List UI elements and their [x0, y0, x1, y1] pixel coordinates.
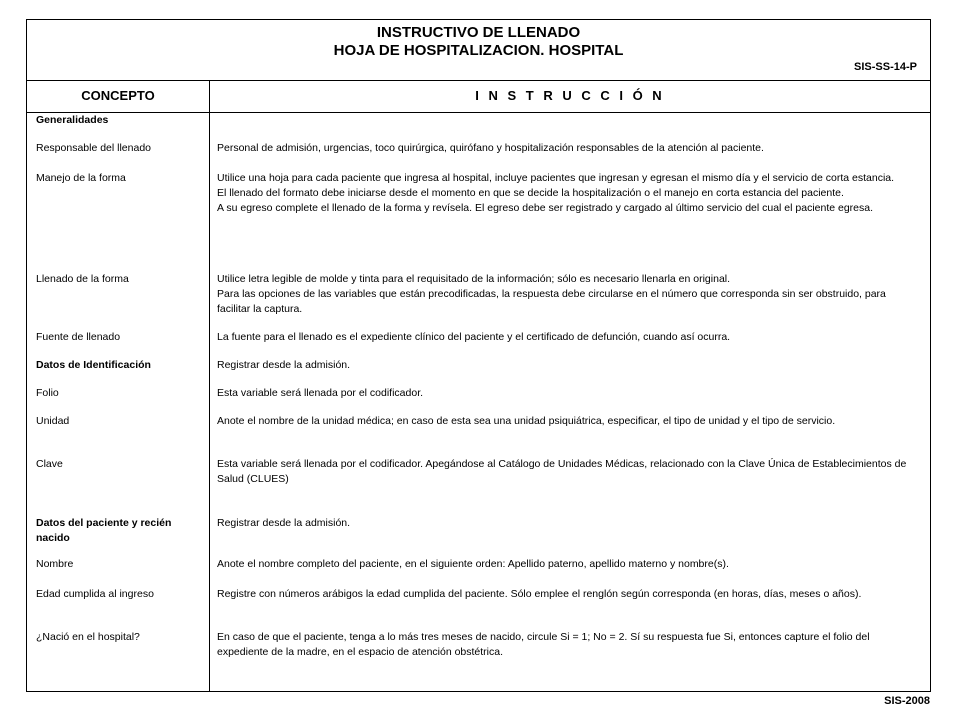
instruction-paragraph: Anote el nombre completo del paciente, en el siguiente orden: Apellido paterno, apellido materno y nombre(s). [217, 558, 729, 570]
row-concept: Datos del paciente y recién nacido [36, 517, 172, 544]
row-concept: Clave [36, 458, 63, 470]
instruction-paragraph: Utilice una hoja para cada paciente que ingresa al hospital, incluye pacientes que ingresan y egresan el mismo día y el servicio de corta estancia. [217, 172, 895, 184]
form-code: SIS-SS-14-P [854, 61, 917, 73]
footer-code: SIS-2008 [884, 695, 930, 707]
instruction-paragraph: La fuente para el llenado es el expediente clínico del paciente y el certificado de defunción, cuando así ocurra. [217, 331, 731, 343]
instruction-paragraph: Registrar desde la admisión. [217, 517, 351, 529]
column-header-concepto: CONCEPTO [81, 88, 155, 103]
row-instruction [217, 630, 917, 660]
row-instruction [217, 587, 917, 602]
row-concept: Unidad [36, 415, 70, 427]
table-row [27, 141, 930, 171]
row-concept: Responsable del llenado [36, 142, 152, 154]
row-concept: Llenado de la forma [36, 273, 129, 285]
row-concept: Datos de Identificación [36, 359, 151, 371]
table-row [27, 386, 930, 414]
row-concept: Generalidades [36, 114, 109, 126]
table-row [27, 358, 930, 386]
instruction-paragraph: Utilice letra legible de molde y tinta para el requisitado de la información; sólo es necesario llenarla en original. [217, 273, 731, 285]
instruction-table-body [27, 113, 930, 664]
table-row [27, 630, 930, 664]
row-instruction [217, 414, 917, 429]
table-row [27, 330, 930, 358]
form-sheet [26, 19, 931, 692]
row-instruction [217, 457, 917, 487]
column-header-instruccion: I N S T R U C C I Ó N [475, 88, 665, 103]
row-instruction [217, 272, 917, 317]
row-instruction [217, 141, 917, 156]
row-instruction [217, 516, 917, 531]
row-instruction [217, 330, 917, 345]
table-row [27, 414, 930, 457]
table-row [27, 171, 930, 272]
row-concept: Nombre [36, 558, 74, 570]
instruction-paragraph: Registre con números arábigos la edad cumplida del paciente. Sólo emplee el renglón según corresponda (en horas, días, meses o años). [217, 588, 862, 600]
table-row [27, 516, 930, 557]
table-row [27, 557, 930, 587]
title-block [27, 20, 930, 81]
table-row [27, 457, 930, 516]
instruction-paragraph: Para las opciones de las variables que están precodificadas, la respuesta debe circularse en el número que corresponda sin ser obstruido, para facilitar la captura. [217, 288, 886, 315]
row-instruction [217, 358, 917, 373]
row-concept: Folio [36, 387, 59, 399]
instruction-paragraph: Esta variable será llenada por el codificador. [217, 387, 424, 399]
table-row [27, 272, 930, 330]
instruction-paragraph: Personal de admisión, urgencias, toco quirúrgica, quirófano y hospitalización responsables de la atención al paciente. [217, 142, 764, 154]
instruction-paragraph: Esta variable será llenada por el codificador. Apegándose al Catálogo de Unidades Médicas, relacionado con la Clave Única de Establecimientos de Salud (CLUES) [217, 458, 907, 485]
table-row [27, 587, 930, 630]
row-concept: Edad cumplida al ingreso [36, 588, 154, 600]
instruction-paragraph: En caso de que el paciente, tenga a lo más tres meses de nacido, circule Si = 1; No = 2. Sí su respuesta fue Si, entonces capture el folio del expediente de la madre, en el espacio de atención obstétrica. [217, 631, 870, 658]
row-concept: Fuente de llenado [36, 331, 121, 343]
table-row [27, 113, 930, 141]
instruction-paragraph: Anote el nombre de la unidad médica; en caso de esta sea una unidad psiquiátrica, especificar, el tipo de unidad y el tipo de servicio. [217, 415, 836, 427]
column-header-row [27, 80, 930, 113]
instruction-paragraph: Registrar desde la admisión. [217, 359, 351, 371]
row-instruction [217, 386, 917, 401]
row-concept: ¿Nació en el hospital? [36, 631, 140, 643]
document-subtitle: HOJA DE HOSPITALIZACION. HOSPITAL [333, 42, 624, 59]
row-instruction [217, 557, 917, 572]
instruction-paragraph: A su egreso complete el llenado de la forma y revísela. El egreso debe ser registrado y cargado al último servicio del cual el paciente egresa. [217, 202, 874, 214]
row-concept: Manejo de la forma [36, 172, 126, 184]
instruction-paragraph: El llenado del formato debe iniciarse desde el momento en que se decide la hospitalización o el manejo en corta estancia del paciente. [217, 187, 844, 199]
document-title: INSTRUCTIVO DE LLENADO [376, 24, 581, 41]
row-instruction [217, 171, 917, 216]
